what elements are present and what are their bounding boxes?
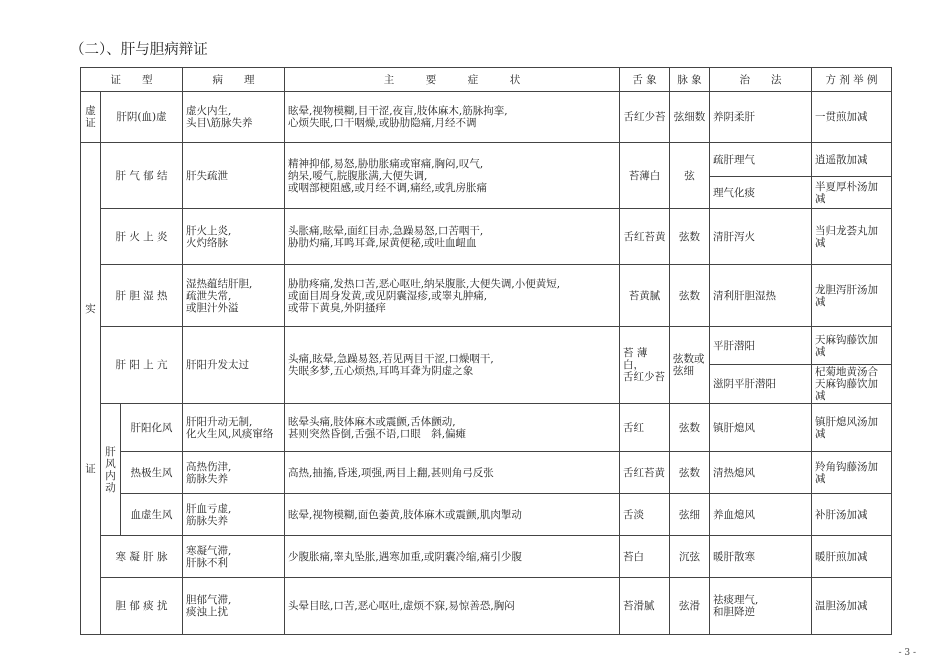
pathology: 湿热蕴结肝胆, 疏泄失常, 或胆汁外溢 [183, 265, 285, 327]
syndrome-type: 肝阴(血)虚 [101, 92, 183, 143]
group-deficiency-label: 虚证 [85, 105, 96, 129]
symptoms: 胁肋疼痛,发热口苦,恶心呕吐,纳呆腹胀,大便失调,小便黄短, 或面目周身发黄,或见阴囊湿疹,或睾丸肿痛, 或带下黄臭,外阴搔痒 [285, 265, 620, 327]
header-tongue: 舌 象 [620, 68, 670, 92]
pathology: 虚火内生, 头目\筋脉失养 [183, 92, 285, 143]
formula: 龙胆泻肝汤加减 [812, 265, 892, 327]
symptoms: 眩晕,视物模糊,目干涩,夜盲,肢体麻木,筋脉拘挛, 心烦失眠,口干咽燥,或胁肋隐痛,月经不调 [285, 92, 620, 143]
header-symptoms: 主 要 症 状 [285, 68, 620, 92]
group-liver-wind-label: 肝风内动 [105, 445, 116, 494]
pulse: 弦数或 弦细 [670, 327, 710, 404]
tongue: 舌红少苔 [620, 92, 670, 143]
pathology: 肝阳升动无制, 化火生风,风痰窜络 [183, 404, 285, 452]
tongue: 苔白 [620, 536, 670, 578]
table-row [81, 404, 892, 452]
formula: 温胆汤加减 [812, 578, 892, 635]
syndrome-type: 肝 胆 湿 热 [101, 265, 183, 327]
treatment: 暖肝散寒 [710, 536, 812, 578]
symptoms: 精神抑郁,易怒,胁肋胀痛或窜痛,胸闷,叹气, 纳呆,嗳气,脘腹胀满,大便失调, 或咽部梗阻感,或月经不调,痛经,或乳房胀痛 [285, 143, 620, 209]
pulse: 沉弦 [670, 536, 710, 578]
table-row [81, 452, 892, 494]
treatment: 清利肝胆湿热 [710, 265, 812, 327]
pathology: 肝血亏虚, 筋脉失养 [183, 494, 285, 536]
formula: 当归龙荟丸加减 [812, 209, 892, 265]
syndrome-type: 胆 郁 痰 扰 [101, 578, 183, 635]
table-row [81, 536, 892, 578]
pulse: 弦数 [670, 404, 710, 452]
tongue: 苔 薄 白， 舌红少苔 [620, 327, 670, 404]
page-number: - 3 - [898, 648, 916, 658]
treatment: 养阴柔肝 [710, 92, 812, 143]
formula: 补肝汤加减 [812, 494, 892, 536]
syndrome-type: 肝 阳 上 亢 [101, 327, 183, 404]
pathology: 高热伤津, 筋脉失养 [183, 452, 285, 494]
tongue: 舌红苔黄 [620, 209, 670, 265]
symptoms: 少腹胀痛,睾丸坠胀,遇寒加重,或阴囊冷缩,痛引少腹 [285, 536, 620, 578]
treatment: 镇肝熄风 [710, 404, 812, 452]
syndrome-type: 肝 火 上 炎 [101, 209, 183, 265]
table-row [81, 92, 892, 143]
pathology: 胆郁气滞, 痰浊上扰 [183, 578, 285, 635]
syndrome-type: 热极生风 [121, 452, 183, 494]
pulse: 弦数 [670, 209, 710, 265]
pulse: 弦 [670, 143, 710, 209]
section-heading: （二）、肝与胆病辩证 [70, 42, 208, 58]
symptoms: 头胀痛,眩晕,面红目赤,急躁易怒,口苦咽干, 胁肋灼痛,耳鸣耳聋,尿黄便秘,或吐血衄血 [285, 209, 620, 265]
formula-alt: 杞菊地黄汤合 天麻钩藤饮加减 [812, 365, 892, 404]
tongue: 苔薄白 [620, 143, 670, 209]
header-pulse: 脉 象 [670, 68, 710, 92]
table-row [81, 578, 892, 635]
header-formula: 方 剂 举 例 [812, 68, 892, 92]
table-row [81, 143, 892, 177]
group-deficiency [81, 92, 101, 143]
treatment-alt: 理气化痰 [710, 177, 812, 209]
treatment: 祛痰理气, 和胆降逆 [710, 578, 812, 635]
pulse: 弦细 [670, 494, 710, 536]
liver-gallbladder-syndrome-table [80, 67, 892, 635]
table-row [81, 327, 892, 365]
formula: 逍遥散加减 [812, 143, 892, 177]
group-excess [81, 143, 101, 635]
treatment: 清热熄风 [710, 452, 812, 494]
symptoms: 头痛,眩晕,急躁易怒,若见两目干涩,口燥咽干, 失眠多梦,五心烦热,耳鸣耳聋为阴虚之象 [285, 327, 620, 404]
formula: 天麻钩藤饮加减 [812, 327, 892, 365]
syndrome-type: 肝 气 郁 结 [101, 143, 183, 209]
tongue: 舌红苔黄 [620, 452, 670, 494]
pulse: 弦数 [670, 265, 710, 327]
header-type: 证 型 [81, 68, 183, 92]
pulse: 弦细数 [670, 92, 710, 143]
pulse: 弦滑 [670, 578, 710, 635]
syndrome-type: 寒 凝 肝 脉 [101, 536, 183, 578]
pathology: 寒凝气滞, 肝脉不利 [183, 536, 285, 578]
treatment: 养血熄风 [710, 494, 812, 536]
tongue: 苔滑腻 [620, 578, 670, 635]
treatment-alt: 滋阴平肝潜阳 [710, 365, 812, 404]
formula-alt: 半夏厚朴汤加减 [812, 177, 892, 209]
symptoms: 眩晕头痛,肢体麻木或震颤,舌体颤动, 甚则突然昏倒,舌强不语,口眼 斜,偏瘫 [285, 404, 620, 452]
pulse: 弦数 [670, 452, 710, 494]
symptoms: 眩晕,视物模糊,面色萎黄,肢体麻木或震颤,肌肉掣动 [285, 494, 620, 536]
pathology: 肝火上炎, 火灼络脉 [183, 209, 285, 265]
treatment: 清肝泻火 [710, 209, 812, 265]
group-excess-label: 实证 [85, 302, 96, 475]
header-treatment: 治 法 [710, 68, 812, 92]
header-row [81, 68, 892, 92]
table-row [81, 209, 892, 265]
table-row [81, 265, 892, 327]
formula: 羚角钩藤汤加减 [812, 452, 892, 494]
pathology: 肝阳升发太过 [183, 327, 285, 404]
symptoms: 头晕目眩,口苦,恶心呕吐,虚烦不寐,易惊善恐,胸闷 [285, 578, 620, 635]
header-pathology: 病 理 [183, 68, 285, 92]
tongue: 舌淡 [620, 494, 670, 536]
group-liver-wind [101, 404, 121, 536]
formula: 一贯煎加减 [812, 92, 892, 143]
treatment: 平肝潜阳 [710, 327, 812, 365]
symptoms: 高热,抽搐,昏迷,项强,两目上翻,甚则角弓反张 [285, 452, 620, 494]
tongue: 舌红 [620, 404, 670, 452]
formula: 镇肝熄风汤加减 [812, 404, 892, 452]
formula: 暖肝煎加减 [812, 536, 892, 578]
table-row [81, 494, 892, 536]
treatment: 疏肝理气 [710, 143, 812, 177]
syndrome-type: 血虚生风 [121, 494, 183, 536]
tongue: 苔黄腻 [620, 265, 670, 327]
pathology: 肝失疏泄 [183, 143, 285, 209]
syndrome-type: 肝阳化风 [121, 404, 183, 452]
